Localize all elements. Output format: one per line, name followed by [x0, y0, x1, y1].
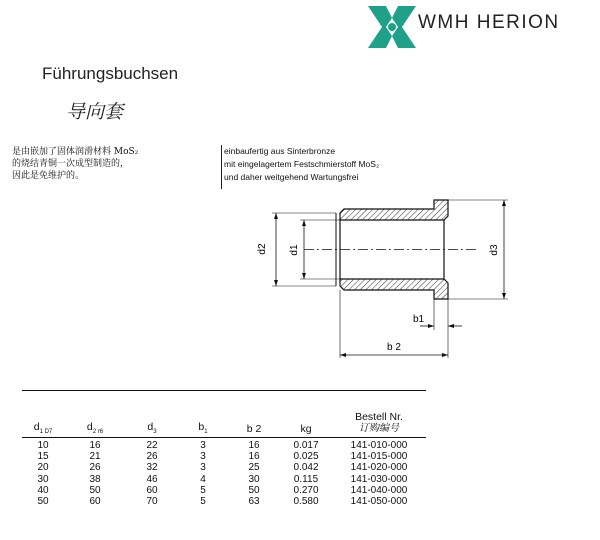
bushing-drawing — [250, 196, 540, 366]
description-chinese — [12, 146, 138, 182]
table-row — [22, 474, 426, 485]
column-header-order-number: Bestell Nr. 订购编号 — [355, 411, 403, 434]
table-cell: 15 — [37, 451, 49, 463]
column-header-b1: $b_1$ — [198, 420, 208, 435]
table-cell: 10 — [37, 440, 49, 451]
table-cell: 141-040-000 — [350, 484, 408, 496]
table-cell: 141-030-000 — [350, 473, 408, 485]
dimension-label-b2: b 2 — [387, 342, 401, 353]
page-title-german: Führungsbuchsen — [42, 64, 179, 83]
page-title-chinese: 导向套 — [66, 101, 124, 123]
column-header-d1: $d_{1 D7}$ — [33, 420, 53, 435]
table-cell: 60 — [89, 496, 101, 508]
wmh-herion-logo-icon — [366, 4, 418, 50]
table-cell: 141-050-000 — [350, 496, 408, 508]
description-german-line: einbaufertig aus Sinterbronze — [224, 146, 336, 156]
table-cell: 50 — [248, 484, 260, 496]
table-cell: 0.115 — [293, 473, 319, 485]
table-cell: 38 — [89, 473, 101, 485]
table-row — [22, 462, 426, 473]
table-cell: 5 — [200, 484, 206, 496]
table-cell: 63 — [248, 496, 260, 508]
table-cell: 0.017 — [293, 440, 319, 451]
table-cell: 26 — [89, 462, 101, 474]
table-cell: 46 — [146, 473, 158, 485]
table-cell: 5 — [200, 496, 206, 508]
table-cell: 40 — [37, 484, 49, 496]
table-cell: 141-015-000 — [350, 451, 408, 463]
table-cell: 0.580 — [293, 496, 319, 508]
table-cell: 16 — [89, 440, 101, 451]
description-chinese-line: 的烧结青铜一次成型制造的， — [12, 159, 130, 169]
table-cell: 21 — [89, 451, 101, 463]
table-cell: 26 — [146, 451, 158, 463]
dimension-label-d2: d2 — [257, 243, 268, 255]
dimensions-table — [22, 390, 426, 507]
table-cell: 16 — [248, 440, 260, 451]
description-german-line: und daher weitgehend Wartungsfrei — [224, 172, 359, 182]
dimension-label-b1: b1 — [413, 314, 425, 325]
table-cell: 0.042 — [293, 462, 319, 474]
dimension-label-d1: d1 — [289, 244, 300, 256]
table-cell: 141-020-000 — [350, 462, 408, 474]
table-cell: 25 — [248, 462, 260, 474]
table-cell: 32 — [146, 462, 158, 474]
table-cell: 141-010-000 — [350, 440, 408, 451]
table-cell: 22 — [146, 440, 158, 451]
description-german-line: mit eingelagertem Festschmierstoff MoS₂ — [224, 159, 380, 169]
table-cell: 3 — [200, 440, 206, 451]
table-cell: 3 — [200, 462, 206, 474]
table-cell: 30 — [37, 473, 49, 485]
table-cell: 50 — [89, 484, 101, 496]
column-header-kg: kg — [300, 423, 312, 435]
table-cell: 50 — [37, 496, 49, 508]
description-chinese-line: 因此是免维护的。 — [12, 171, 85, 181]
column-header-d3: $d_3$ — [147, 420, 157, 435]
table-cell: 20 — [37, 462, 49, 474]
table-cell: 0.025 — [293, 451, 319, 463]
dimension-label-d3: d3 — [489, 244, 500, 256]
table-cell: 0.270 — [293, 484, 319, 496]
table-cell: 4 — [200, 473, 206, 485]
table-row — [22, 496, 426, 507]
bushing-cross-section-svg — [250, 196, 540, 366]
bushing-outline — [304, 200, 476, 299]
table-row — [22, 440, 426, 451]
brand-name: WMH HERION — [418, 12, 560, 33]
table-cell: 30 — [248, 473, 260, 485]
table-cell: 3 — [200, 451, 206, 463]
column-header-d2: $d_{2 r6}$ — [86, 420, 104, 435]
table-cell: 60 — [146, 484, 158, 496]
table-cell: 16 — [248, 451, 260, 463]
table-row — [22, 485, 426, 496]
table-cell: 70 — [146, 496, 158, 508]
table-row — [22, 451, 426, 462]
column-header-b2: b 2 — [246, 423, 262, 435]
description-german — [221, 145, 379, 189]
description-chinese-line: 是由嵌加了固体润滑材料 MoS₂ — [12, 147, 139, 157]
